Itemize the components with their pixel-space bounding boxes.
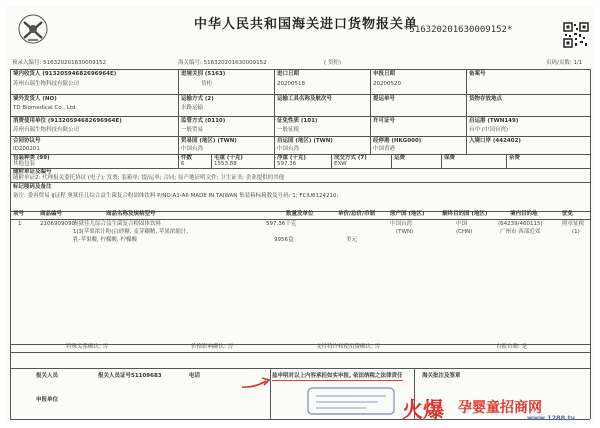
bill-of-lading-label: 提运单号 (373, 96, 396, 102)
vessel-label: 运输工具名称及航次号 (277, 96, 333, 102)
legal-statement: 兹申明对以上内容承担如实申报, 依法纳税之法律责任 (272, 373, 403, 379)
shipper-label: 境外发货人 (NO) (13, 96, 57, 102)
departure-port-label: 启运港 (TWN149) (469, 118, 519, 124)
net-weight-value: 597.36 (277, 161, 297, 167)
attached-docs-label: 随附单证及编号 (13, 169, 52, 175)
shipper-value: TD Biomedical Co., Ltd (13, 105, 76, 111)
goods-header-hs: 商品编号 (40, 211, 63, 217)
watermark-url: www.1288.tv (527, 414, 575, 422)
entry-point-label: 入境口岸 (442402) (469, 138, 521, 144)
form-title: 中华人民共和国海关进口货物报关单 (194, 17, 419, 32)
goods-header-district: 境内目的地 (510, 211, 538, 217)
record-number-label: 备案号 (469, 71, 486, 77)
via-port-value: 中国香港 (373, 146, 396, 152)
goods-header-item: 项号 (13, 211, 25, 217)
telephone-label: 电话 (189, 373, 201, 379)
levy-nature-label: 征免性质 (101) (277, 118, 318, 124)
gross-weight-label: 毛重 (千克) (214, 155, 243, 161)
contract-value: ID200201 (13, 146, 40, 152)
trade-terms-value: EXW (334, 161, 347, 167)
package-type-value: 其他包装 (13, 161, 36, 167)
pieces-label: 件数 (181, 155, 193, 161)
self-declaration: 自报自缴: 是 (496, 344, 528, 350)
goods-destination-code: (CHN) (456, 229, 473, 235)
goods-quantity-boxes: 9956盒 (274, 237, 294, 243)
marks-value: 备注: 委再贸易 IJ证程 奥狱佳儿综合益生菌复合粉固体饮料 P/NO:A1-A6 MADE IN TAIWAN 集装箱标箱数及号码: 1; FCIU6124210; (13, 193, 339, 199)
import-date-label: 进口日期 (277, 71, 300, 77)
preentry-number: 预录入编号: 516320201630009152 (12, 60, 107, 66)
goods-origin: 中国台湾 (390, 221, 413, 227)
consignee-label: 境内收货人 (91320594682696964E) (13, 71, 117, 77)
goods-quantity-kg: 597.36千克 (266, 221, 297, 227)
gross-weight-value: 1553.88 (214, 161, 237, 167)
goods-header-destination: 最终目的国 (地区) (442, 211, 488, 217)
declaration-date-value: 20200520 (373, 81, 401, 87)
goods-destination: 中国 (456, 221, 468, 227)
goods-header-name: 商品名称及规格型号 (106, 211, 156, 217)
goods-currency: 美元 (346, 237, 358, 243)
special-relationship: 特殊关系确认: 否 (66, 344, 109, 350)
origin-country-label: 启运国 (地区) (TWN) (277, 138, 333, 144)
customs-stamp (306, 386, 396, 416)
transport-mode-label: 运输方式 (2) (181, 96, 214, 102)
barcode-serial: *516320201630009152* (404, 25, 513, 35)
royalty-confirmation: 支付特许权使用费确认: 否 (316, 344, 381, 350)
transport-mode-value: 水路运输 (181, 105, 204, 111)
goods-item-number: 1 (18, 221, 22, 227)
goods-header-origin: 原产国 (地区) (390, 211, 425, 217)
goods-name-line1: 奥狱佳儿综合益生菌复合粉固体饮料 (73, 221, 162, 227)
goods-levy-code: (1) (572, 229, 580, 235)
origin-country-value: 中国台湾 (277, 146, 300, 152)
goods-name-line2: 1|3|苹果浓汁粉(白砂糖, 麦芽糊精, 苹果浓缩汁, (73, 229, 189, 235)
contract-label: 合同协议号 (13, 138, 41, 144)
departure-port-value: 台中 (中国台湾) (469, 127, 509, 133)
watermark-site: 孕婴童招商网 (458, 400, 542, 416)
customs-number-note: ( 货柜) (324, 60, 342, 66)
goods-header-levy: 征免 (562, 211, 574, 217)
price-impact: 价格影响确认: 否 (191, 344, 234, 350)
entry-port-value: 货柜 (201, 81, 213, 87)
goods-hs-code: 2106909090 (40, 221, 75, 227)
entry-port-label: 进境关别 (5163) (181, 71, 226, 77)
trade-country-label: 贸易国 (地区) (TWN) (181, 138, 237, 144)
pieces-value: 6 (181, 161, 185, 167)
red-arrow-icon (240, 376, 272, 390)
supervision-label: 监管方式 (0110) (181, 118, 226, 124)
trade-terms-label: 成交方式 (7) (334, 155, 367, 161)
declarant-label: 报关人员 (36, 373, 59, 379)
storage-location-label: 货物存放地点 (469, 96, 503, 102)
customs-remark-label: 海关批注及签章 (422, 373, 461, 379)
package-type-label: 包装种类 (99) (13, 155, 50, 161)
consumer-label: 消费使用单位 (91320594682696964E) (13, 118, 122, 124)
goods-district-name: 广州市 西部近郊 (500, 229, 541, 235)
qr-code (563, 22, 589, 48)
insurance-label: 保费 (444, 155, 456, 161)
declarant-id: 报关人员证号51109683 (98, 373, 162, 379)
license-label: 许可证号 (373, 118, 396, 124)
consignee-value: 苏州台瑞生物科技有限公司 (13, 81, 80, 87)
goods-header-price: 单价/总价/币制 (338, 211, 376, 217)
goods-district: (64239/460115) (498, 221, 543, 227)
supervision-value: 一般贸易 (181, 127, 204, 133)
goods-levy: 照章征税 (562, 221, 585, 227)
levy-nature-value: 一般征税 (277, 127, 300, 133)
customs-declaration-form (6, 6, 594, 422)
misc-fee-label: 杂费 (509, 155, 521, 161)
goods-name-line3: 乳-苹果酸, 柠檬酸, 柠檬酸 (73, 237, 137, 243)
consumer-value: 苏州台瑞生物科技有限公司 (13, 127, 80, 133)
customs-emblem-icon (16, 12, 50, 46)
net-weight-label: 净重 (千克) (277, 155, 306, 161)
watermark-logo: 火爆 (402, 397, 444, 422)
attached-docs-value: 随附单证2: 代理报关委托协议 (电子); 发票; 装箱单; 提/运单; 合同; 原产地证明文件; 卫生证书; 企业提供的其他 (13, 175, 285, 181)
goods-header-qty: 数量及单位 (286, 211, 314, 217)
trade-country-value: 中国台湾 (181, 146, 204, 152)
freight-label: 运费 (394, 155, 406, 161)
goods-origin-code: (TWN) (396, 229, 414, 235)
declaration-date-label: 申报日期 (373, 71, 396, 77)
declaring-unit-label: 申报单位 (36, 397, 59, 403)
customs-number: 海关编号: 516320201630009152 (178, 60, 267, 66)
via-port-label: 经停港 (HKG000) (373, 138, 422, 144)
page-indicator: 页码/页数: 1/1 (546, 60, 583, 66)
import-date-value: 20200518 (277, 81, 305, 87)
marks-label: 标记唛码及备注 (13, 184, 52, 190)
